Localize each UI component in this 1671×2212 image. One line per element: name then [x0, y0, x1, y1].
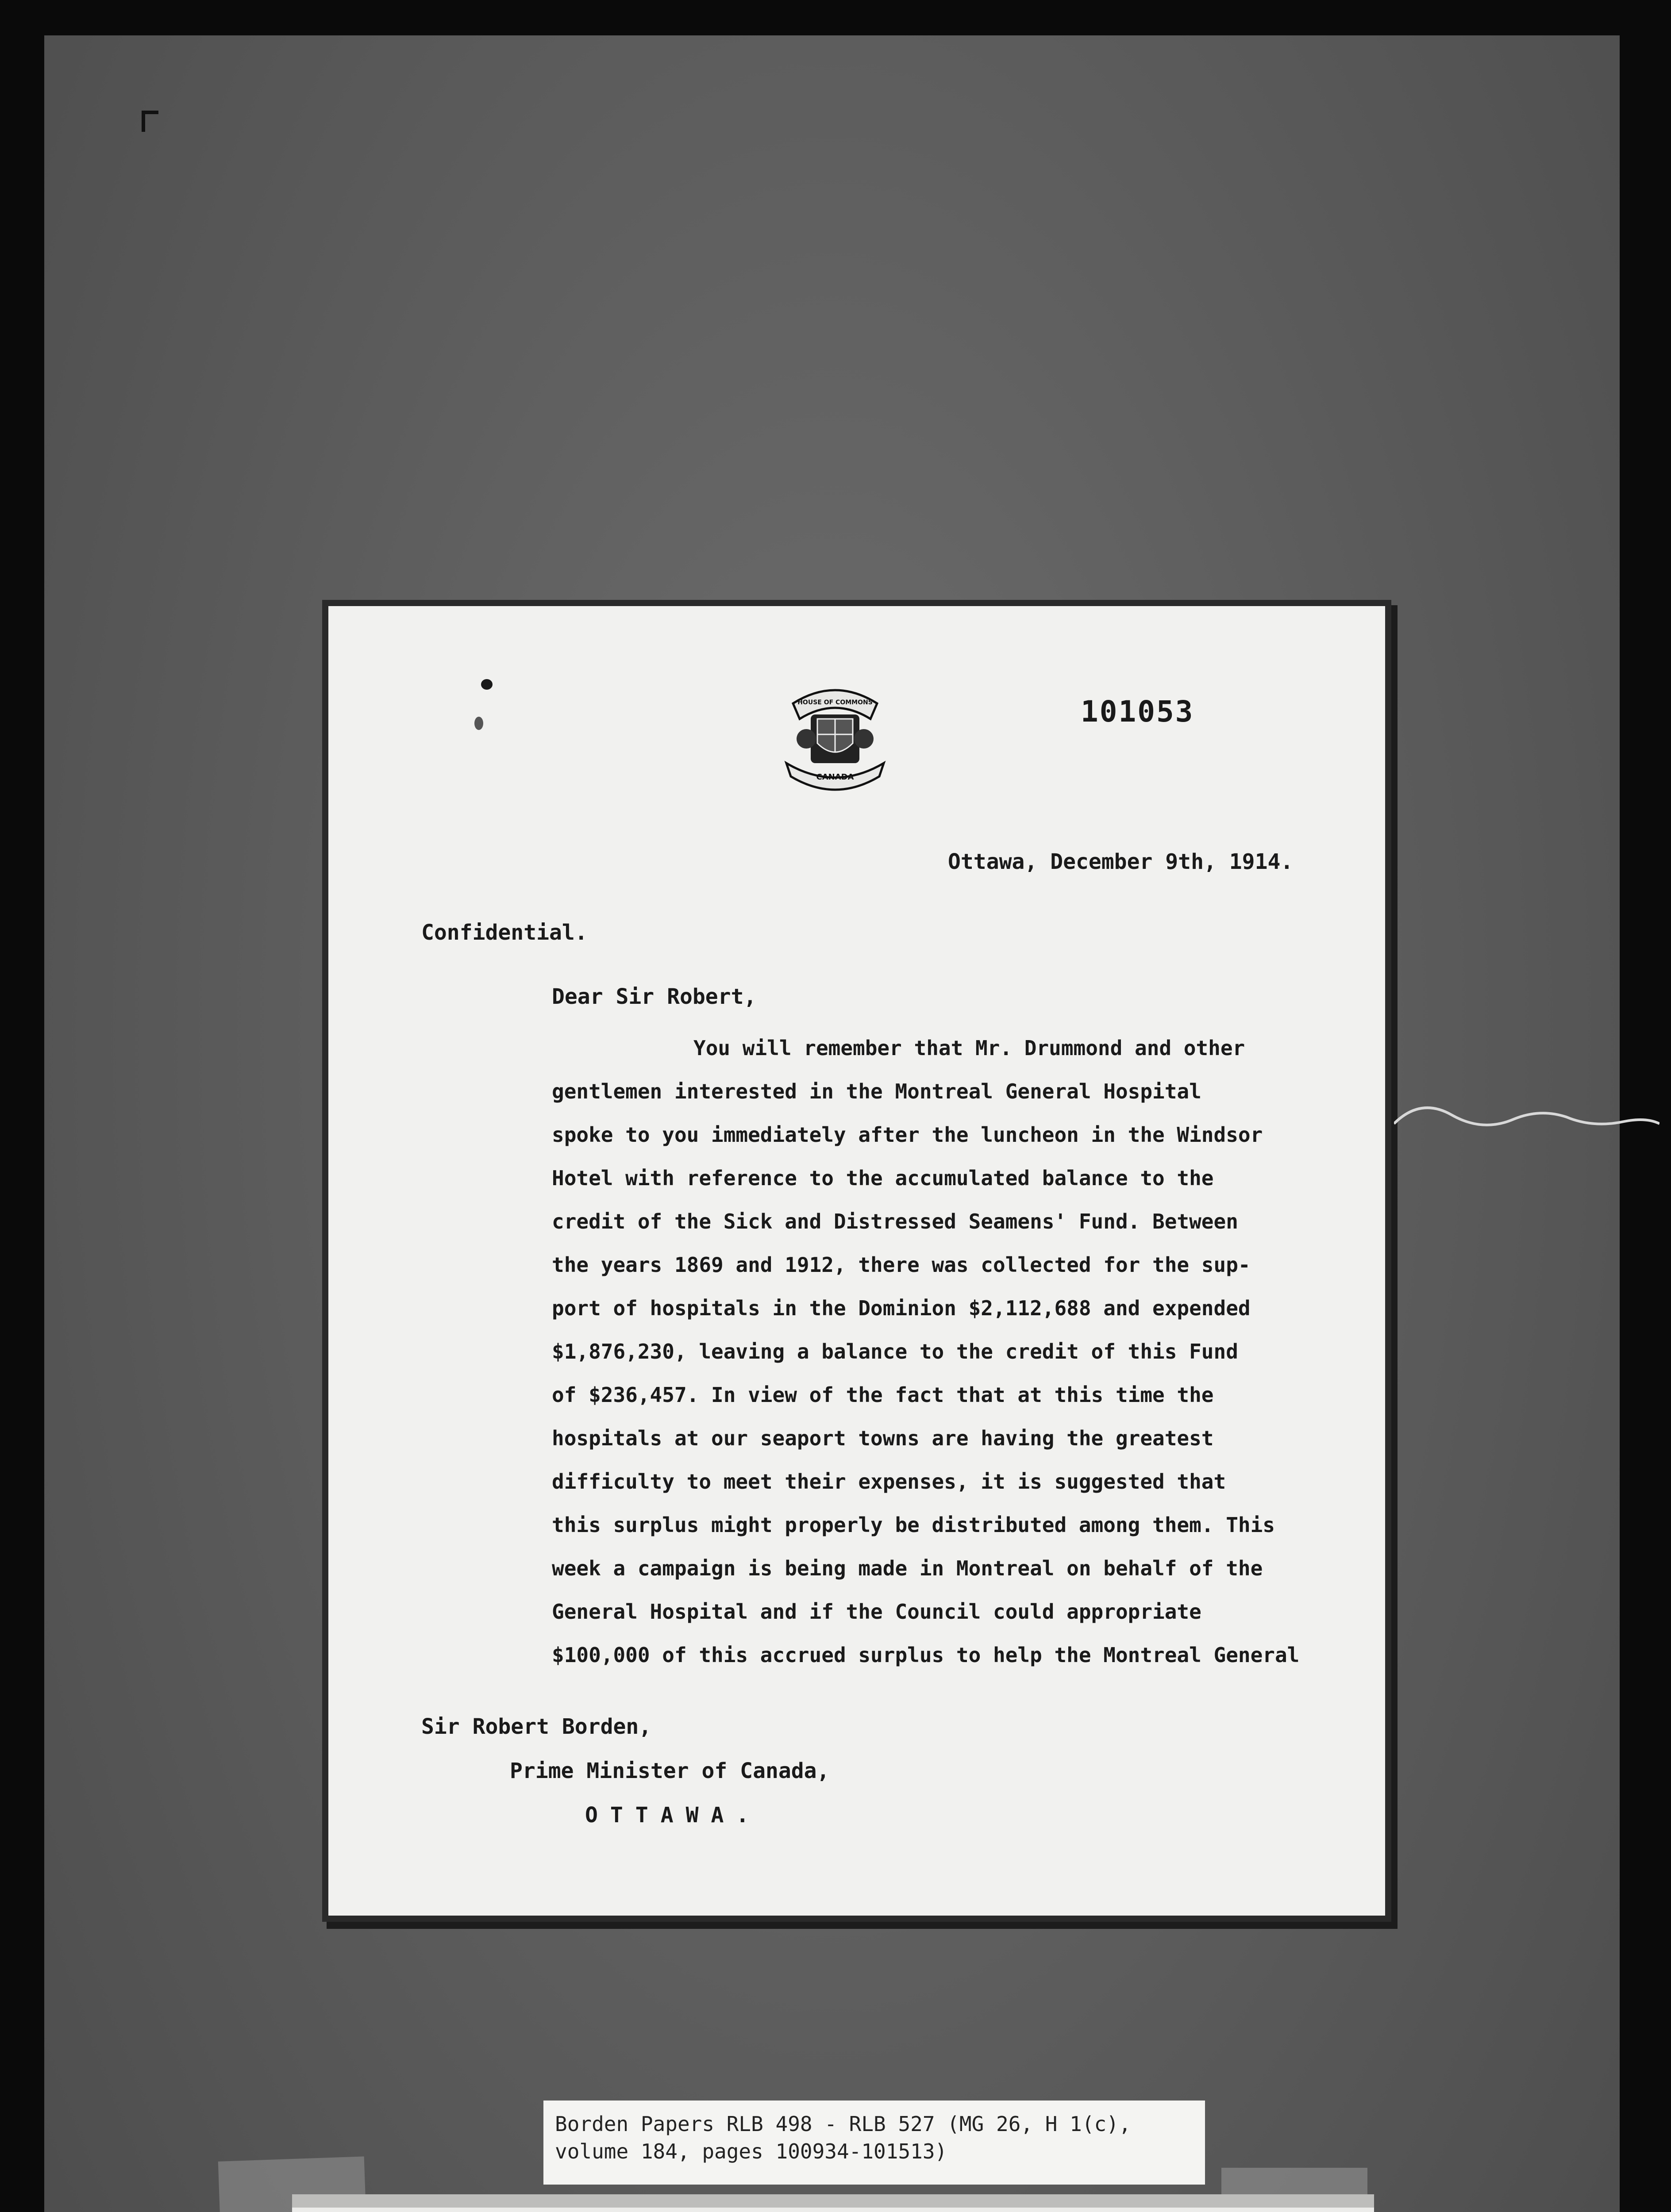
letter-page — [328, 606, 1385, 1916]
addressee-city: OTTAWA. — [585, 1803, 762, 1828]
letter-body — [552, 1026, 1384, 1677]
body-line: You will remember that Mr. Drummond and other — [693, 1036, 1245, 1060]
citation-line-1: Borden Papers RLB 498 - RLB 527 (MG 26, H 1(c), — [555, 2112, 1131, 2136]
ink-smudge — [481, 679, 493, 690]
crest-text-bottom: CANADA — [816, 772, 854, 782]
body-line: Hotel with reference to the accumulated balance to the — [552, 1166, 1214, 1190]
body-line: General Hospital and if the Council could appropriate — [552, 1600, 1201, 1624]
citation-line-2: volume 184, pages 100934-101513) — [555, 2139, 947, 2163]
stray-wire-mark — [1394, 1097, 1659, 1150]
body-line: this surplus might properly be distributed among them. This — [552, 1513, 1275, 1537]
addressee-title: Prime Minister of Canada, — [510, 1759, 830, 1783]
body-line: spoke to you immediately after the luncheon in the Windsor — [552, 1123, 1263, 1147]
body-line: port of hospitals in the Dominion $2,112,688 and expended — [552, 1296, 1251, 1320]
body-line: hospitals at our seaport towns are having the greatest — [552, 1426, 1214, 1450]
confidential-label: Confidential. — [421, 920, 588, 945]
document-number: 101053 — [1081, 695, 1194, 729]
salutation: Dear Sir Robert, — [552, 984, 757, 1009]
corner-registration-mark — [142, 111, 158, 132]
house-of-commons-crest-icon — [775, 677, 895, 792]
body-line: credit of the Sick and Distressed Seamens' Fund. Between — [552, 1210, 1238, 1233]
body-line: gentlemen interested in the Montreal General Hospital — [552, 1079, 1201, 1103]
archives-card — [292, 2194, 1374, 2212]
body-line: of $236,457. In view of the fact that at this time the — [552, 1383, 1214, 1407]
body-line: the years 1869 and 1912, there was collected for the sup- — [552, 1253, 1251, 1277]
crest-text-top: HOUSE OF COMMONS — [797, 699, 873, 706]
addressee-name: Sir Robert Borden, — [421, 1714, 652, 1739]
body-line: week a campaign is being made in Montreal on behalf of the — [552, 1556, 1263, 1580]
body-line: difficulty to meet their expenses, it is suggested that — [552, 1470, 1226, 1494]
body-line: $1,876,230, leaving a balance to the credit of this Fund — [552, 1340, 1238, 1363]
body-line: $100,000 of this accrued surplus to help the Montreal General — [552, 1643, 1300, 1667]
citation-label — [543, 2101, 1205, 2185]
letter-date: Ottawa, December 9th, 1914. — [948, 849, 1294, 874]
ink-smudge — [474, 717, 483, 730]
